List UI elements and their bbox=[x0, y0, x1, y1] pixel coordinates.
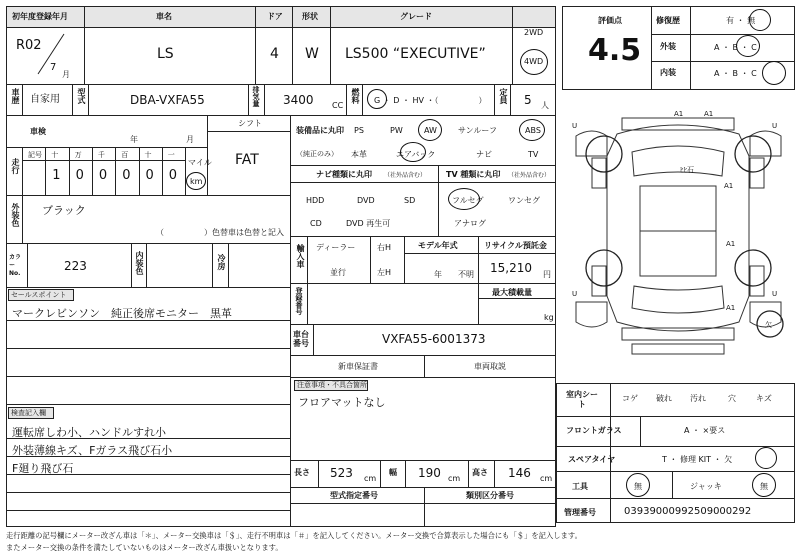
digit-header: 万 bbox=[74, 151, 82, 159]
insp-line-3: F廻り飛び石 bbox=[12, 462, 74, 475]
car-name: LS bbox=[157, 46, 174, 62]
grade-value: LS500 “EXECUTIVE” bbox=[345, 46, 486, 62]
mgmt-value: 03939000992509000292 bbox=[624, 506, 752, 517]
digit-divider bbox=[139, 147, 140, 195]
displacement-label: 排気量 bbox=[252, 86, 260, 107]
equip-airbag: エアバック bbox=[396, 150, 436, 159]
import-label: 輸入車 bbox=[296, 244, 305, 268]
score-label: 評価点 bbox=[598, 16, 622, 25]
displacement-value: 3400 bbox=[283, 93, 314, 107]
nav-dvd-play: DVD 再生可 bbox=[346, 219, 391, 228]
seat-koge: コゲ bbox=[622, 394, 638, 403]
abs-circle bbox=[519, 119, 545, 141]
first-reg-header: 初年度登録年月 bbox=[12, 12, 68, 21]
sales-label: セールスポイント bbox=[11, 291, 67, 299]
color-note: （ ）色替車は色替と記入 bbox=[156, 228, 284, 237]
parallel-label: 並行 bbox=[330, 268, 346, 277]
recycle-label: リサイクル預託金 bbox=[484, 241, 547, 250]
mgmt-label: 管理番号 bbox=[564, 508, 596, 517]
digit-divider bbox=[92, 147, 93, 195]
reg-month-unit: 月 bbox=[62, 70, 70, 79]
digit-divider bbox=[162, 147, 163, 195]
mileage-digit: 0 bbox=[168, 168, 178, 183]
sales-text: マークレビンソン 純正後席モニター 黒革 bbox=[12, 307, 232, 320]
fuel-label: 燃料 bbox=[351, 88, 360, 104]
digit-divider bbox=[185, 147, 186, 195]
equip-abs: ABS bbox=[525, 126, 541, 135]
svg-text:A1: A1 bbox=[726, 240, 736, 248]
mileage-digit: 0 bbox=[122, 168, 131, 183]
mileage-digit: 0 bbox=[145, 168, 154, 183]
nav-sd: SD bbox=[404, 196, 416, 205]
color-value: ブラック bbox=[42, 204, 86, 217]
model-year-label: モデル年式 bbox=[418, 241, 458, 250]
footer-line-2: またメーター交換の条件を満たしていないものはメーター改ざん車扱いとなります。 bbox=[6, 543, 283, 552]
equip-title: 装備品に丸印 bbox=[296, 126, 344, 135]
class-no-label: 類別区分番号 bbox=[466, 491, 514, 500]
spare-options: T ・ 修理 KIT ・ 欠 bbox=[662, 455, 733, 464]
max-load-kg: kg bbox=[544, 313, 554, 322]
car-damage-diagram bbox=[562, 96, 795, 380]
repair-options: 有 ・ 無 bbox=[726, 16, 756, 25]
height-value: 146 bbox=[508, 466, 531, 480]
mile-label: マイル bbox=[188, 158, 212, 167]
digit-header: 百 bbox=[121, 151, 129, 159]
tv-oneseg: ワンセグ bbox=[508, 196, 540, 205]
mileage-label: 走行 bbox=[11, 158, 20, 174]
exterior-options: A ・ B ・ C bbox=[714, 43, 757, 52]
tv-title: TV 種類に丸印 bbox=[446, 170, 501, 179]
equip-sub: （純正のみ） bbox=[296, 150, 338, 158]
shift-value: FAT bbox=[235, 152, 259, 168]
equip-navi: ナビ bbox=[476, 150, 492, 159]
dealer-label: ディーラー bbox=[316, 243, 356, 252]
capacity-unit: 人 bbox=[541, 101, 549, 110]
cc-unit: CC bbox=[332, 101, 344, 110]
equip-ps: PS bbox=[354, 126, 364, 135]
spare-label: スペアタイヤ bbox=[568, 455, 616, 464]
reg-month: 7 bbox=[50, 62, 57, 73]
mileage-digit: 0 bbox=[98, 168, 108, 183]
tool-label: 工具 bbox=[572, 482, 588, 491]
shape-header: 形状 bbox=[302, 12, 318, 21]
digit-header: 千 bbox=[97, 151, 105, 159]
digit-header: 記号 bbox=[28, 151, 42, 159]
seat-hole: 穴 bbox=[728, 394, 736, 403]
shift-label: シフト bbox=[238, 119, 262, 128]
drive-4wd: 4WD bbox=[524, 57, 544, 66]
type-label: 型式 bbox=[77, 88, 86, 104]
notes-text: フロアマットなし bbox=[298, 396, 386, 409]
reg-no-label: 登録番号 bbox=[295, 287, 303, 315]
score-value: 4.5 bbox=[588, 33, 642, 68]
drive-4wd-circle bbox=[520, 49, 548, 75]
seat-tear: 破れ bbox=[656, 394, 672, 403]
nav-sub: （社外品含む） bbox=[384, 172, 427, 179]
inspection-year: 年 bbox=[130, 135, 138, 144]
tv-fullseg: フルセグ bbox=[452, 196, 484, 205]
rh-label: 右H bbox=[377, 243, 392, 252]
fuel-options: G ・ D ・ HV ・（ ） bbox=[374, 96, 487, 105]
length-label: 長さ bbox=[294, 468, 310, 477]
capacity-label: 定員 bbox=[499, 88, 508, 104]
svg-text:U: U bbox=[772, 122, 778, 130]
type-no-label: 型式指定番号 bbox=[330, 491, 378, 500]
width-label: 幅 bbox=[389, 468, 397, 477]
repair-label: 修復歴 bbox=[656, 16, 680, 25]
km-circle bbox=[186, 172, 206, 190]
chip-mark: ﾋﾋ石 bbox=[680, 166, 694, 174]
height-cm: cm bbox=[540, 474, 553, 483]
inspection-month: 月 bbox=[186, 135, 194, 144]
equip-leather: 本革 bbox=[351, 150, 367, 159]
tv-analog: アナログ bbox=[454, 219, 486, 228]
km-label: km bbox=[190, 177, 203, 186]
history-value: 自家用 bbox=[30, 94, 60, 105]
max-load-label: 最大積載量 bbox=[492, 288, 532, 297]
exterior-label: 外装 bbox=[660, 42, 676, 51]
doors-header: ドア bbox=[267, 12, 283, 21]
aw-circle bbox=[418, 119, 442, 141]
nav-cd: CD bbox=[310, 219, 322, 228]
seat-label: 室内シート bbox=[566, 390, 598, 409]
width-value: 190 bbox=[418, 466, 441, 480]
footer-line-1: 走行距離の記号欄にメーター改ざん車は「＊」、メーター交換車は「＄」、走行不明車は「＃」を記入してください。メーター交換で合算表示した場合にも「＄」を記入します。 bbox=[6, 531, 582, 540]
recycle-yen: 円 bbox=[543, 270, 551, 279]
mileage-digit: 0 bbox=[75, 168, 84, 183]
reg-era: R02 bbox=[16, 38, 42, 53]
chassis-value: VXFA55-6001373 bbox=[382, 332, 486, 346]
digit-header: 十 bbox=[51, 151, 59, 159]
glass-label: フロントガラス bbox=[566, 426, 622, 435]
jack-value: 無 bbox=[760, 482, 768, 491]
height-label: 高さ bbox=[472, 468, 488, 477]
mileage-digit: 1 bbox=[52, 168, 61, 183]
grade-header: グレード bbox=[400, 12, 432, 21]
seat-stain: 汚れ bbox=[690, 394, 706, 403]
color-no-label: カラーNo. bbox=[9, 254, 22, 277]
insp-line-1: 運転席しわ小、ハンドルすれ小 bbox=[12, 426, 166, 439]
lh-label: 左H bbox=[377, 268, 392, 277]
length-value: 523 bbox=[330, 466, 353, 480]
doors-value: 4 bbox=[270, 46, 279, 62]
svg-text:U: U bbox=[572, 122, 578, 130]
svg-text:U: U bbox=[772, 290, 778, 298]
nav-dvd: DVD bbox=[357, 196, 375, 205]
color-no-value: 223 bbox=[64, 259, 87, 273]
svg-text:A1: A1 bbox=[724, 182, 734, 190]
length-cm: cm bbox=[364, 474, 377, 483]
model-year-unit: 年 bbox=[434, 270, 442, 279]
width-cm: cm bbox=[448, 474, 461, 483]
nav-title: ナビ種類に丸印 bbox=[316, 170, 372, 179]
insp-label: 検査記入欄 bbox=[11, 409, 46, 417]
interior-label: 内装 bbox=[660, 68, 676, 77]
svg-text:A1: A1 bbox=[726, 304, 736, 312]
tool-value: 無 bbox=[634, 482, 642, 491]
digit-divider bbox=[115, 147, 116, 195]
equip-tv: TV bbox=[528, 150, 539, 159]
fullseg-circle bbox=[448, 188, 480, 210]
shape-value: W bbox=[305, 46, 319, 62]
inspection-label: 車検 bbox=[30, 127, 46, 136]
notes-label: 注意事項・不具合箇所 bbox=[297, 381, 367, 389]
seat-scratch: キズ bbox=[756, 394, 772, 403]
chassis-label: 車台番号 bbox=[293, 330, 309, 348]
capacity-value: 5 bbox=[524, 93, 532, 107]
equip-aw: AW bbox=[424, 126, 437, 135]
manual-label: 車両取説 bbox=[474, 362, 506, 371]
svg-text:A1: A1 bbox=[704, 110, 714, 118]
svg-text:U: U bbox=[572, 290, 578, 298]
glass-options: A ・ ×要ス bbox=[684, 426, 726, 435]
nav-hdd: HDD bbox=[306, 196, 325, 205]
digit-header: 十 bbox=[144, 151, 152, 159]
interior-c-circle bbox=[762, 61, 786, 85]
a1-top-mark: A1 bbox=[674, 110, 684, 118]
airbag-circle bbox=[400, 142, 426, 162]
interior-options: A ・ B ・ C bbox=[714, 69, 757, 78]
interior-color-label: 内装色 bbox=[135, 251, 144, 275]
type-value: DBA-VXFA55 bbox=[130, 93, 205, 107]
jack-label: ジャッキ bbox=[690, 482, 722, 491]
missing-mark: 欠 bbox=[765, 321, 772, 329]
fuel-g-circle bbox=[367, 89, 387, 109]
jack-none-circle bbox=[752, 473, 776, 497]
digit-divider bbox=[69, 147, 70, 195]
exterior-b-circle bbox=[736, 35, 760, 57]
history-label: 車歴 bbox=[11, 88, 20, 104]
tool-none-circle bbox=[626, 473, 650, 497]
digit-header: 一 bbox=[167, 151, 175, 159]
drive-2wd: 2WD bbox=[524, 28, 544, 37]
equip-pw: PW bbox=[390, 126, 403, 135]
insp-line-2: 外装薄線キズ、Fガラス飛び石小 bbox=[12, 444, 173, 457]
model-year-unknown: 不明 bbox=[458, 270, 474, 279]
equip-sunroof: サンルーフ bbox=[458, 126, 497, 135]
ac-label: 冷房 bbox=[217, 254, 226, 270]
spare-missing-circle bbox=[755, 447, 777, 469]
car-name-header: 車名 bbox=[156, 12, 172, 21]
repair-none-circle bbox=[749, 9, 771, 31]
warranty-label: 新車保証書 bbox=[338, 362, 378, 371]
recycle-value: 15,210 bbox=[490, 261, 532, 275]
color-label: 外装色 bbox=[11, 203, 20, 227]
tv-sub: （社外品含む） bbox=[508, 172, 551, 179]
digit-divider bbox=[45, 147, 46, 195]
